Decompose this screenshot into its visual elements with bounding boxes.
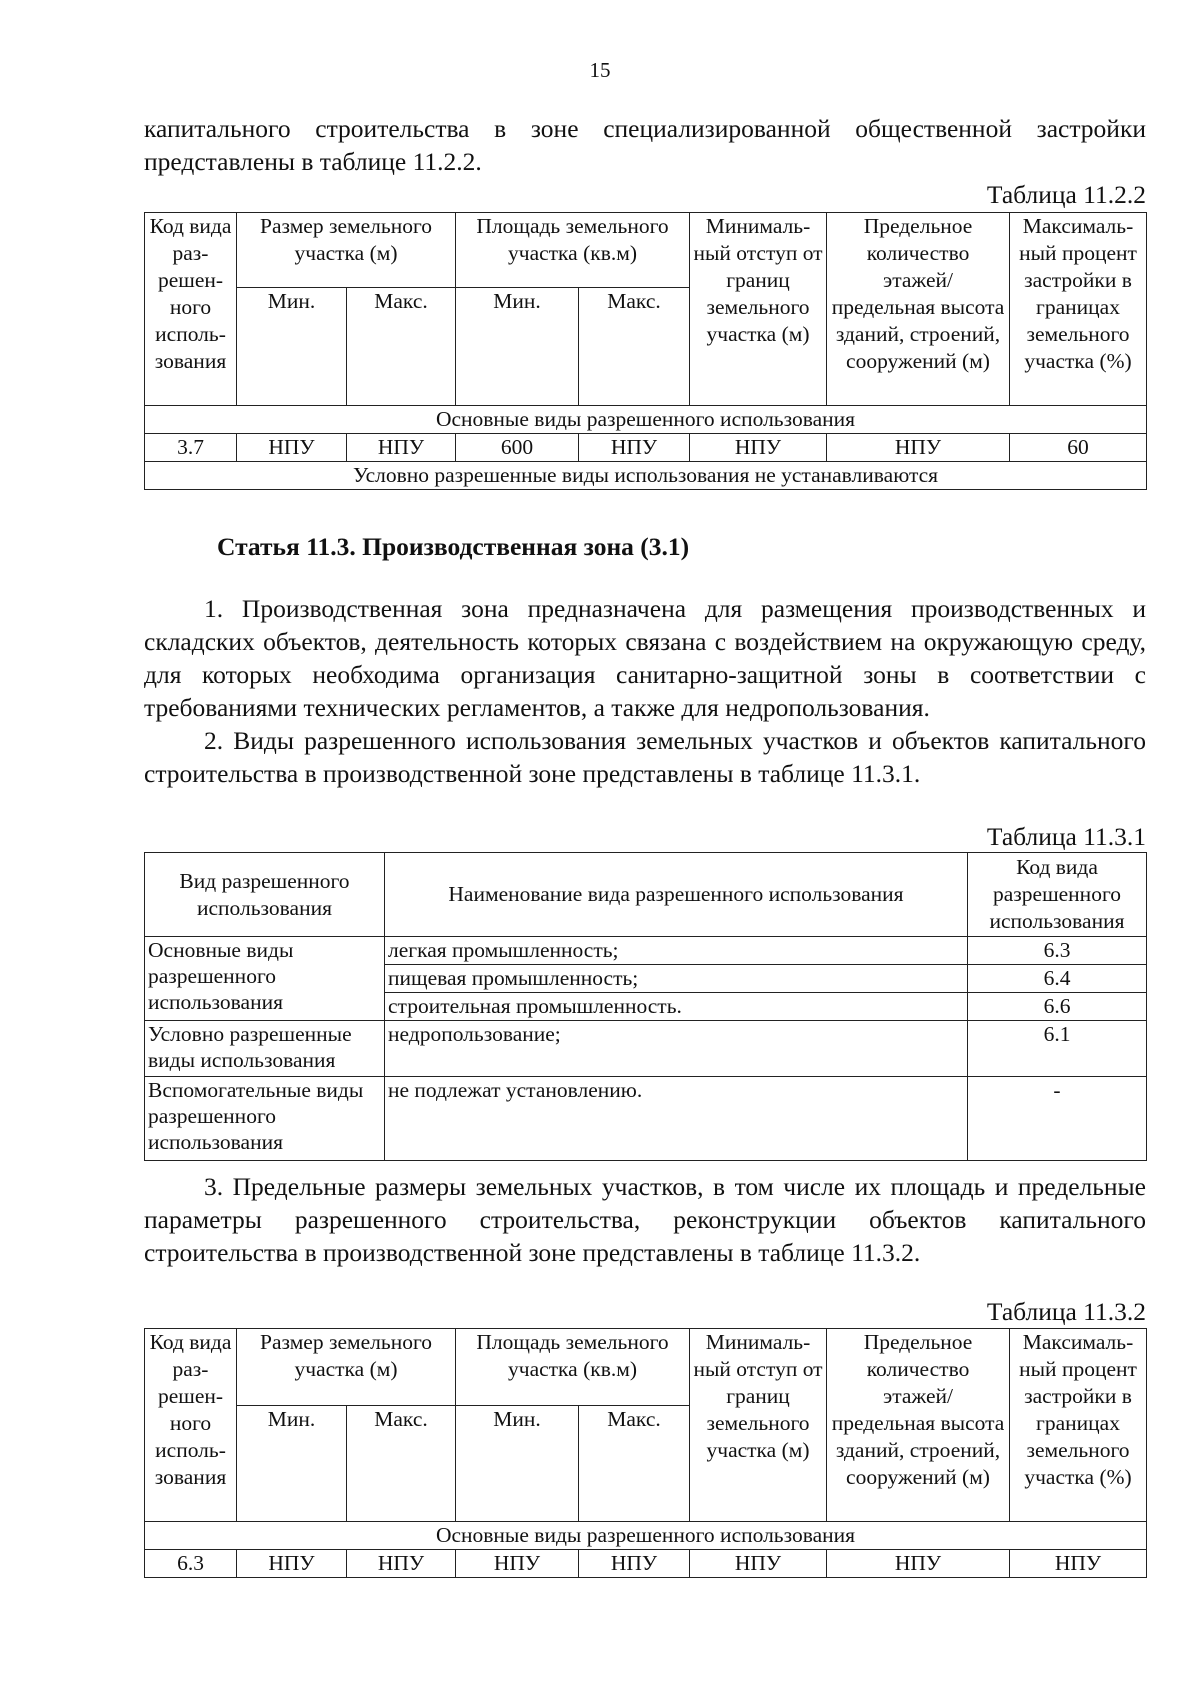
- header-code: Код вида раз-решен-ного исполь-зования: [145, 1329, 237, 1522]
- auxiliary-row-name: не подлежат установлению.: [385, 1077, 968, 1161]
- paragraph-1: 1. Производственная зона предназначена для размещения производственных и складских объектов, деятельность которых связана с воздействием на окружающую среду, для которых необходима организация санитарно-защитной зоны в соответствии с требованиями технических регламентов, а также для недропользования.: [144, 594, 1146, 722]
- header-name: Наименование вида разрешенного использования: [385, 853, 968, 937]
- conditional-row-code: 6.1: [968, 1021, 1147, 1077]
- header-max-coverage: Максималь-ный процент застройки в границах земельного участка (%): [1010, 213, 1147, 406]
- page-number: 15: [589, 58, 611, 82]
- cell-max-coverage: НПУ: [1010, 1550, 1147, 1578]
- header-size-min: Мин.: [237, 288, 347, 406]
- main-label: Основные виды разрешенного использования: [145, 937, 385, 1021]
- main-row-code: 6.4: [968, 965, 1147, 993]
- section-main: Основные виды разрешенного использования: [145, 1522, 1147, 1550]
- cell-min-setback: НПУ: [690, 1550, 827, 1578]
- intro-text: капитального строительства в зоне специализированной общественной застройки представлены в таблице 11.2.2.: [144, 114, 1146, 176]
- auxiliary-row-code: -: [968, 1077, 1147, 1161]
- cell-max-floors: НПУ: [827, 1550, 1010, 1578]
- cell-size-min: НПУ: [237, 1550, 347, 1578]
- header-size-max: Макс.: [347, 1406, 456, 1522]
- table-11-2-2-caption: Таблица 11.2.2: [986, 180, 1146, 209]
- section-main: Основные виды разрешенного использования: [145, 406, 1147, 434]
- table-11-3-2: [144, 1328, 1147, 1578]
- paragraph-2: 2. Виды разрешенного использования земельных участков и объектов капитального строительства в производственной зоне представлены в таблице 11.3.1.: [144, 726, 1146, 788]
- cell-size-min: НПУ: [237, 434, 347, 462]
- cell-max-floors: НПУ: [827, 434, 1010, 462]
- header-code: Код вида раз-решен-ного исполь-зования: [145, 213, 237, 406]
- header-min-setback: Минималь-ный отступ от границ земельного участка (м): [690, 1329, 827, 1522]
- header-max-floors: Предельное количество этажей/ предельная высота зданий, строений, сооружений (м): [827, 1329, 1010, 1522]
- conditional-label: Условно разрешенные виды использования: [145, 1021, 385, 1077]
- header-size-min: Мин.: [237, 1406, 347, 1522]
- header-area-max: Макс.: [579, 1406, 690, 1522]
- auxiliary-label: Вспомогательные виды разрешенного использования: [145, 1077, 385, 1161]
- cell-code: 6.3: [145, 1550, 237, 1578]
- header-plot-size: Размер земельного участка (м): [237, 213, 456, 288]
- cell-min-setback: НПУ: [690, 434, 827, 462]
- header-area-max: Макс.: [579, 288, 690, 406]
- header-code: Код вида разрешенного использования: [968, 853, 1147, 937]
- header-plot-area: Площадь земельного участка (кв.м): [456, 213, 690, 288]
- main-row-name: строительная промышленность.: [385, 993, 968, 1021]
- cell-size-max: НПУ: [347, 434, 456, 462]
- header-type: Вид разрешенного использования: [145, 853, 385, 937]
- cell-max-coverage: 60: [1010, 434, 1147, 462]
- header-plot-area: Площадь земельного участка (кв.м): [456, 1329, 690, 1406]
- cell-size-max: НПУ: [347, 1550, 456, 1578]
- cell-area-min: НПУ: [456, 1550, 579, 1578]
- table-11-3-1-caption: Таблица 11.3.1: [986, 822, 1146, 851]
- paragraph-3: 3. Предельные размеры земельных участков, в том числе их площадь и предельные параметры разрешенного строительства, реконструкции объектов капитального строительства в производственной зоне представлены в таблице 11.3.2.: [144, 1172, 1146, 1267]
- header-size-max: Макс.: [347, 288, 456, 406]
- section-conditional: Условно разрешенные виды использования не устанавливаются: [145, 462, 1147, 490]
- cell-area-min: 600: [456, 434, 579, 462]
- cell-area-max: НПУ: [579, 434, 690, 462]
- header-area-min: Мин.: [456, 1406, 579, 1522]
- table-11-3-1: [144, 852, 1147, 1161]
- main-row-name: легкая промышленность;: [385, 937, 968, 965]
- header-min-setback: Минималь-ный отступ от границ земельного участка (м): [690, 213, 827, 406]
- main-row-code: 6.6: [968, 993, 1147, 1021]
- header-area-min: Мин.: [456, 288, 579, 406]
- conditional-row-name: недропользование;: [385, 1021, 968, 1077]
- table-11-3-2-caption: Таблица 11.3.2: [986, 1297, 1146, 1326]
- cell-code: 3.7: [145, 434, 237, 462]
- article-heading: Статья 11.3. Производственная зона (3.1): [217, 532, 690, 561]
- header-plot-size: Размер земельного участка (м): [237, 1329, 456, 1406]
- header-max-floors: Предельное количество этажей/ предельная высота зданий, строений, сооружений (м): [827, 213, 1010, 406]
- header-max-coverage: Максималь-ный процент застройки в границах земельного участка (%): [1010, 1329, 1147, 1522]
- cell-area-max: НПУ: [579, 1550, 690, 1578]
- main-row-code: 6.3: [968, 937, 1147, 965]
- table-11-2-2: [144, 212, 1147, 490]
- main-row-name: пищевая промышленность;: [385, 965, 968, 993]
